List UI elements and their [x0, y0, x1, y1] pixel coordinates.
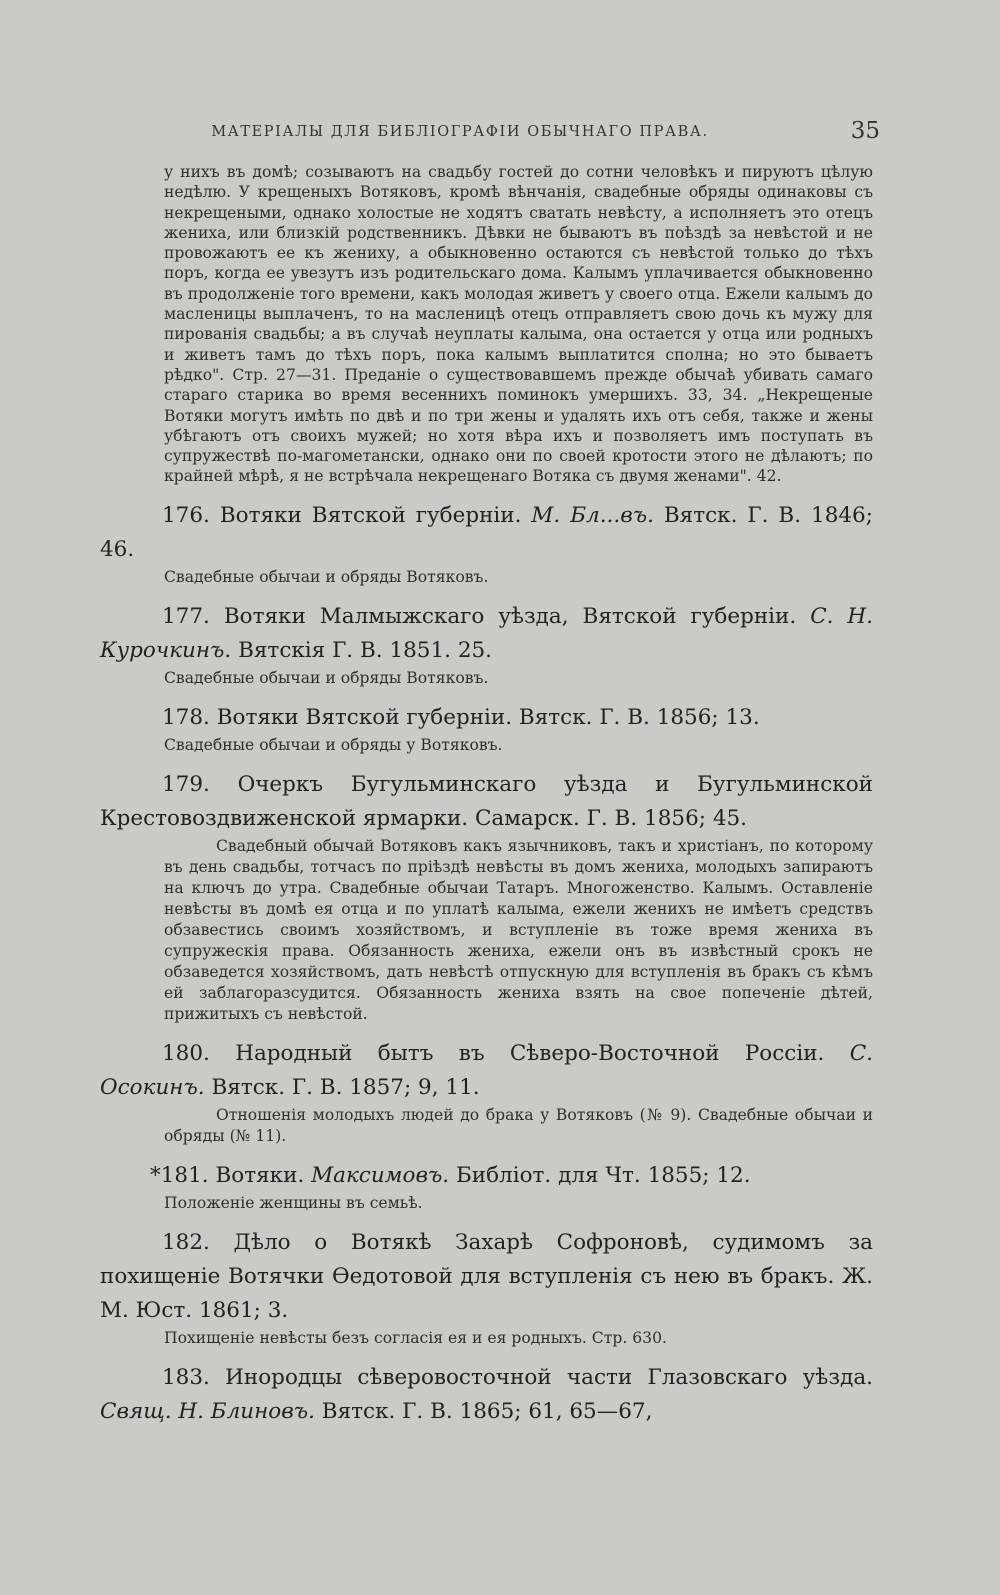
- entry-number: *181.: [150, 1162, 209, 1188]
- entry-title: Очеркъ Бугульминскаго уѣзда и Бугульминской Крестовоздвиженской ярмарки. Самарск. Г. В. 1856; 45.: [100, 771, 873, 831]
- entry-note: Похищеніе невѣсты безъ согласія ея и ея родныхъ. Стр. 630.: [164, 1328, 667, 1347]
- bibliography-entry: [100, 499, 873, 567]
- entry-number: 177.: [162, 603, 210, 629]
- entry-number: 183.: [162, 1364, 210, 1390]
- entry-author: М. Бл...въ.: [531, 502, 654, 528]
- bibliography-entry: [100, 701, 873, 735]
- entry-title: Вотяки Малмыжскаго уѣзда, Вятской губерніи.: [223, 603, 797, 629]
- entry-author: Максимовъ.: [311, 1162, 450, 1188]
- bibliography-entry: [100, 768, 873, 836]
- entry-note: Отношенія молодыхъ людей до брака у Вотяковъ (№ 9). Свадебные обычаи и обряды (№ 11).: [164, 1105, 873, 1145]
- entry-note: Положеніе женщины въ семьѣ.: [164, 1193, 423, 1212]
- bibliography-entry: [100, 1159, 873, 1193]
- entry-number: 176.: [162, 502, 210, 528]
- entry-source: Вятск. Г. В. 1857; 9, 11.: [211, 1074, 480, 1100]
- entry-source: Вятскія Г. В. 1851. 25.: [238, 637, 493, 663]
- bibliography-entry: [100, 1226, 873, 1328]
- entry-title: Вотяки.: [215, 1162, 305, 1188]
- entry-note: Свадебный обычай Вотяковъ какъ язычниковъ, такъ и христіанъ, по которому въ день свадьбы, тотчасъ по пріѣздѣ невѣсты въ домъ жениха, молодыхъ запираютъ на ключъ до утра. Свадебные обычаи Татаръ. Многоженство. Калымъ. Оставленіе невѣсты въ домѣ ея отца и по уплатѣ калыма, ежели женихъ не имѣетъ средствъ обзавестись своимъ хозяйствомъ, и вступленіе въ тоже время жениха въ супружескія права. Обязанность жениха, ежели онъ въ извѣстный срокъ не обзаведется хозяйствомъ, дать невѣстѣ отпускную для вступленія въ бракъ съ кѣмъ ей заблагоразсудится. Обязанность жениха взять на свое попеченіе дѣтей, прижитыхъ съ невѣстой.: [164, 836, 873, 1023]
- bibliography-entry: [100, 1037, 873, 1105]
- entry-source: Вятск. Г. В. 1865; 61, 65—67,: [321, 1398, 653, 1424]
- bibliography-entry: [100, 1361, 873, 1429]
- entry-number: 178.: [162, 704, 210, 730]
- entry-title: Народный бытъ въ Сѣверо-Восточной Россіи.: [235, 1040, 825, 1066]
- entry-author: С. Н. Курочкинъ.: [100, 603, 874, 663]
- entry-number: 182.: [162, 1229, 210, 1255]
- entry-author: Свящ. Н. Блиновъ.: [100, 1398, 315, 1424]
- entry-title: Вотяки Вятской губерніи.: [219, 502, 522, 528]
- entry-title: Инородцы сѣверовосточной части Глазовскаго уѣзда.: [225, 1364, 873, 1390]
- running-header: [100, 118, 880, 148]
- entry-author: С. Осокинъ.: [100, 1040, 873, 1100]
- bibliography-entry: [100, 600, 873, 668]
- running-title: МАТЕРІАЛЫ ДЛЯ БИБЛІОГРАФІИ ОБЫЧНАГО ПРАВА.: [211, 124, 709, 140]
- entry-source: Ж. М. Юст. 1861; 3.: [100, 1263, 873, 1323]
- entry-source: Библіот. для Чт. 1855; 12.: [455, 1162, 751, 1188]
- page-body: [100, 162, 873, 1429]
- entry-note: Свадебные обычаи и обряды Вотяковъ.: [164, 567, 489, 586]
- entry-note: Свадебные обычаи и обряды Вотяковъ.: [164, 668, 489, 687]
- entry-note: Свадебные обычаи и обряды у Вотяковъ.: [164, 735, 503, 754]
- continuation-paragraph: у нихъ въ домѣ; созываютъ на свадьбу гостей до сотни человѣкъ и пируютъ цѣлую недѣлю. У крещеныхъ Вотяковъ, кромѣ вѣнчанія, свадебные обряды одинаковы съ некрещеными, однако холостые не ходятъ сватать невѣсту, а исполняетъ это отецъ жениха, или близкій родственникъ. Дѣвки не бываютъ въ поѣздѣ за невѣстой и не провожаютъ ее къ жениху, а обыкновенно остаются съ невѣстой только до тѣхъ поръ, когда ее увезутъ изъ родительскаго дома. Калымъ уплачивается обыкновенно въ продолженіе того времени, какъ молодая живетъ у своего отца. Ежели калымъ до масленицы выплаченъ, то на масленицѣ отецъ отправляетъ свою дочь къ мужу для пированія свадьбы; а въ случаѣ неуплаты калыма, она остается у отца или родныхъ и живетъ тамъ до тѣхъ поръ, пока калымъ выплатится сполна; но это бываетъ рѣдко". Стр. 27—31. Преданіе о существовавшемъ прежде обычаѣ убивать самаго стараго старика во время весеннихъ поминокъ умершихъ. 33, 34. „Некрещеные Вотяки могутъ имѣть по двѣ и по три жены и удалять ихъ отъ себя, также и жены убѣгаютъ отъ своихъ мужей; но хотя вѣра ихъ и позволяетъ имъ поступать въ супружествѣ по-магометански, однако они по своей кротости этого не дѣлаютъ; по крайней мѣрѣ, я не встрѣчала некрещенаго Вотяка съ двумя женами". 42.: [164, 163, 873, 486]
- entry-title: Дѣло о Вотякѣ Захарѣ Софроновѣ, судимомъ за похищеніе Вотячки Ѳедотовой для вступленія съ нею въ бракъ.: [100, 1229, 873, 1289]
- entry-number: 180.: [162, 1040, 210, 1066]
- page-number: 35: [850, 118, 880, 144]
- entry-number: 179.: [162, 771, 210, 797]
- entry-title: Вотяки Вятской губерніи. Вятск. Г. В. 1856; 13.: [216, 704, 760, 730]
- entry-source: Вятск. Г. В. 1846; 46.: [100, 502, 873, 562]
